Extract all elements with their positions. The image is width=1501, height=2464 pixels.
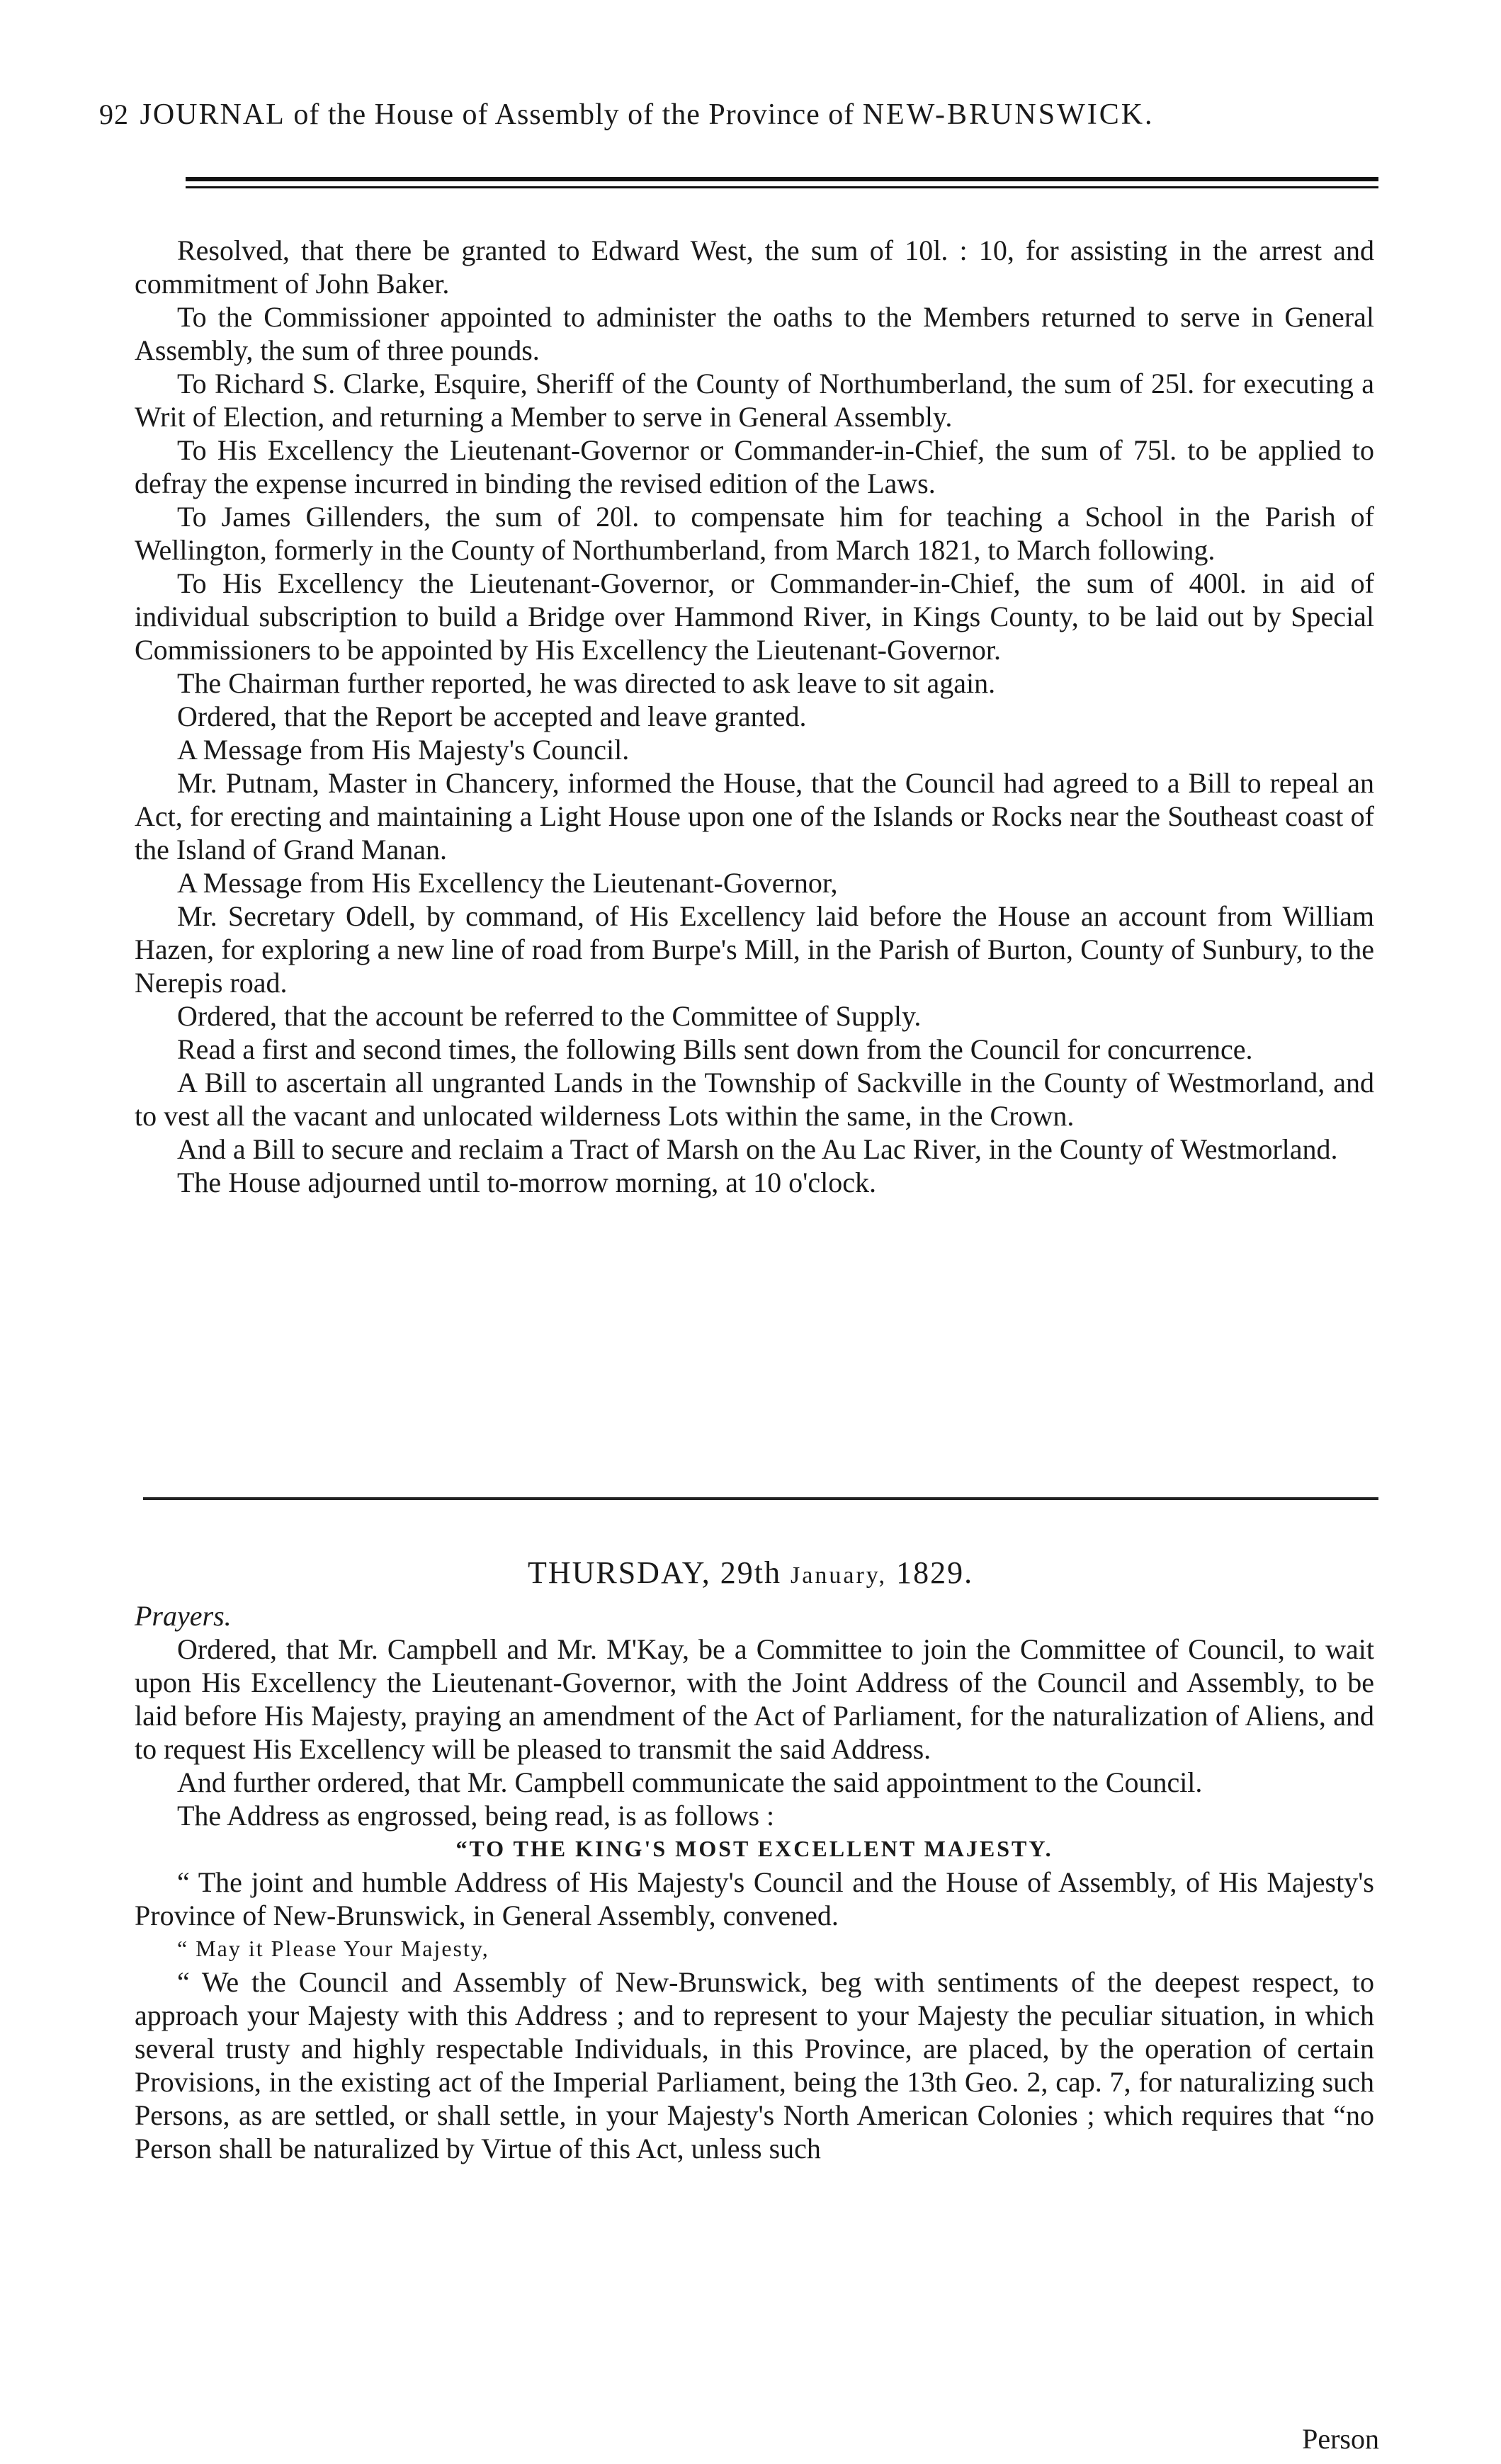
paragraph: A Message from His Majesty's Council. xyxy=(177,734,630,766)
paragraph: Resolved, that there be granted to Edward West, the sum of 10l. : 10, for assisting in the arrest and commitment of John Baker. xyxy=(135,234,1374,300)
paragraph: The Address as engrossed, being read, is as follows : xyxy=(177,1800,775,1832)
paragraph: Ordered, that Mr. Campbell and Mr. M'Kay, be a Committee to join the Committee of Council, to wait upon His Excellency the Lieutenant-Governor, with the Joint Address of the Council and Assembly, to be laid before His Majesty, praying an amendment of the Act of Parliament, for the naturalization of Aliens, and to request His Excellency will be pleased to transmit the said Address. xyxy=(135,1633,1374,1765)
running-header xyxy=(99,98,1388,132)
paragraph: Read a first and second times, the following Bills sent down from the Council for concurrence. xyxy=(177,1033,1253,1065)
paragraph: “ The joint and humble Address of His Majesty's Council and the House of Assembly, of His Majesty's Province of New-Brunswick, in General Assembly, convened. xyxy=(135,1866,1374,1931)
paragraph: Ordered, that the Report be accepted and leave granted. xyxy=(177,700,807,732)
header-title: of the House of Assembly of the Province of xyxy=(293,98,855,131)
paragraph: “ We the Council and Assembly of New-Brunswick, beg with sentiments of the deepest respect, to approach your Majesty with this Address ; and to represent to your Majesty the peculiar situation, in which several trusty and highly respectable Individuals, in this Province, are placed, by the operation of certain Provisions, in the existing act of the Imperial Parliament, being the 13th Geo. 2, cap. 7, for naturalizing such Persons, as are settled, or shall settle, in your Majesty's North American Colonies ; which requires that “no Person shall be naturalized by Virtue of this Act, unless such xyxy=(135,1966,1374,2164)
paragraph: To James Gillenders, the sum of 20l. to compensate him for teaching a School in the Parish of Wellington, formerly in the County of Northumberland, from March 1821, to March following. xyxy=(135,501,1374,566)
header-rule-thin xyxy=(186,186,1378,188)
section-divider xyxy=(143,1497,1378,1500)
paragraph: A Bill to ascertain all ungranted Lands in the Township of Sackville in the County of Westmorland, and to vest all the vacant and unlocated wilderness Lots within the same, in the Crown. xyxy=(135,1067,1374,1132)
paragraph: To the Commissioner appointed to administer the oaths to the Members returned to serve in General Assembly, the sum of three pounds. xyxy=(135,301,1374,366)
catchword: Person xyxy=(1302,2423,1379,2455)
paragraph: Mr. Putnam, Master in Chancery, informed the House, that the Council had agreed to a Bill to repeal an Act, for erecting and maintaining a Light House upon one of the Islands or Rocks near the Southeast coast of the Island of Grand Manan. xyxy=(135,767,1374,865)
paragraph: To His Excellency the Lieutenant-Governor, or Commander-in-Chief, the sum of 400l. in aid of individual subscription to build a Bridge over Hammond River, in Kings County, to be laid out by Special Commissioners to be appointed by His Excellency the Lieutenant-Governor. xyxy=(135,567,1374,666)
paragraph: To His Excellency the Lieutenant-Governor or Commander-in-Chief, the sum of 75l. to be applied to defray the expense incurred in binding the revised edition of the Laws. xyxy=(135,434,1374,499)
paragraph: And a Bill to secure and reclaim a Tract of Marsh on the Au Lac River, in the County of Westmorland. xyxy=(177,1133,1338,1165)
header-rule-thick xyxy=(186,177,1378,181)
address-title: “TO THE KING'S MOST EXCELLENT MAJESTY. xyxy=(455,1836,1053,1861)
header-province: NEW-BRUNSWICK. xyxy=(862,98,1155,131)
paragraph: The House adjourned until to-morrow morning, at 10 o'clock. xyxy=(177,1166,876,1198)
paragraph: The Chairman further reported, he was directed to ask leave to sit again. xyxy=(177,667,996,699)
header-journal: JOURNAL xyxy=(140,98,285,131)
paragraph: A Message from His Excellency the Lieutenant-Governor, xyxy=(177,867,838,899)
paragraph: And further ordered, that Mr. Campbell communicate the said appointment to the Council. xyxy=(177,1766,1203,1798)
day-heading-day: THURSDAY, 29th xyxy=(527,1555,782,1590)
proceedings-continued xyxy=(135,234,1374,1199)
address-salutation: “ May it Please Your Majesty, xyxy=(177,1936,489,1961)
day-heading-year: 1829. xyxy=(896,1555,974,1590)
paragraph: Ordered, that the account be referred to the Committee of Supply. xyxy=(177,1000,922,1032)
paragraph: To Richard S. Clarke, Esquire, Sheriff of the County of Northumberland, the sum of 25l. for executing a Writ of Election, and returning a Member to serve in General Assembly. xyxy=(135,368,1374,433)
day-heading-month: January, xyxy=(791,1562,888,1589)
day-heading xyxy=(0,1555,1501,1591)
paragraph: Mr. Secretary Odell, by command, of His Excellency laid before the House an account from William Hazen, for exploring a new line of road from Burpe's Mill, in the Parish of Burton, County of Sunbury, to the Nerepis road. xyxy=(135,900,1374,999)
prayers-label: Prayers. xyxy=(135,1600,232,1632)
page-number: 92 xyxy=(99,98,129,130)
thursday-proceedings xyxy=(135,1599,1374,2165)
